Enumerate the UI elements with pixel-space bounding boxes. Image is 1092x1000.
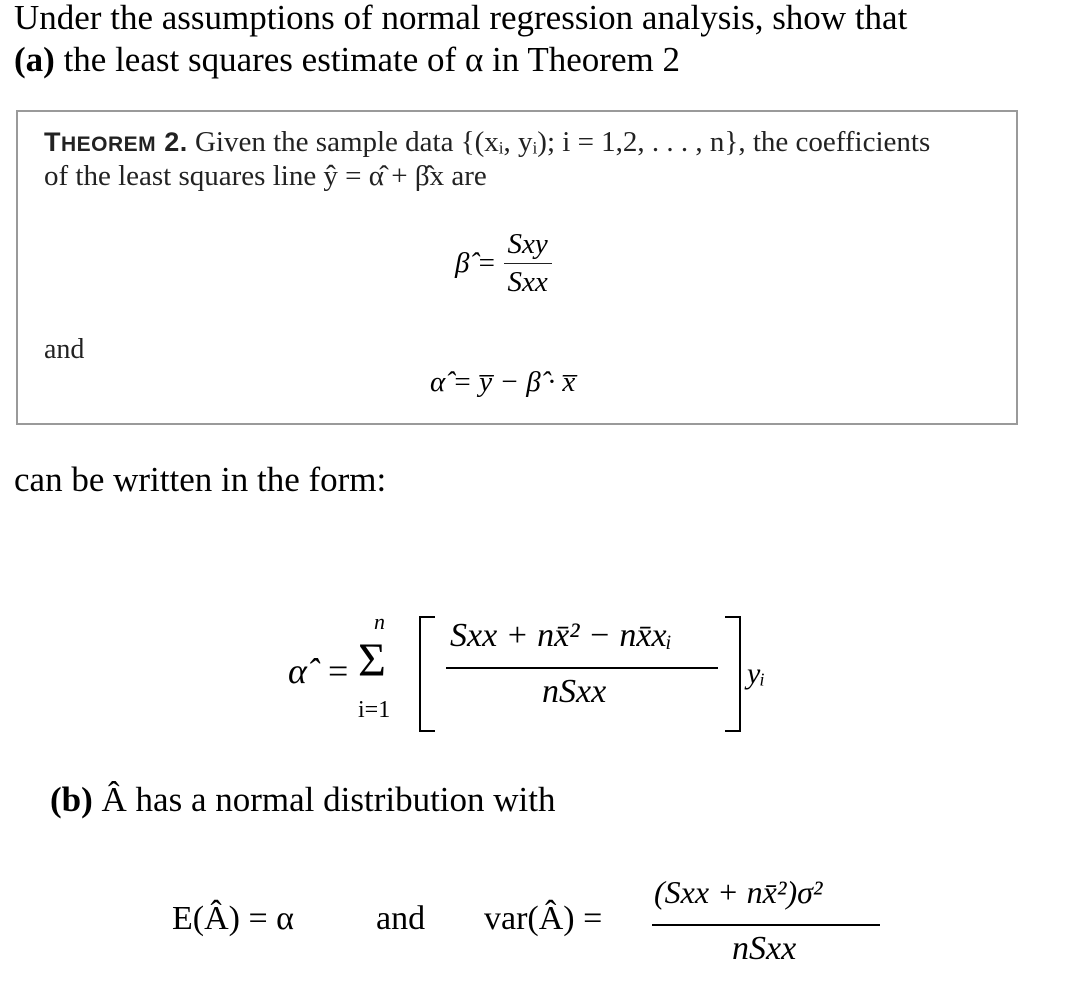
problem-intro-line: Under the assumptions of normal regression analysis, show that: [14, 0, 908, 37]
alpha-hat-symbol: α̂: [288, 651, 307, 691]
sum-denominator: nSxx: [542, 673, 607, 710]
y-i-term: yᵢ: [747, 657, 766, 690]
part-a-text: the least squares estimate of α in Theorem 2: [63, 40, 680, 79]
alpha-hat-sum-formula: [260, 595, 780, 745]
part-b-text: Â has a normal distribution with: [101, 780, 556, 819]
theorem-text-1: Given the sample data {(xᵢ, yᵢ); i = 1,2, . . . , n}, the coefficients: [194, 126, 931, 158]
theorem-statement-line1: [44, 126, 930, 159]
part-b-label: (b): [50, 780, 93, 819]
variance-numerator: (Sxx + nx̄²)σ²: [654, 874, 823, 910]
sum-numerator: Sxx + nx̄² − nx̄xᵢ: [450, 617, 672, 654]
sum-lower-limit: i=1: [358, 697, 391, 723]
beta-denominator: Sxx: [504, 263, 552, 299]
beta-numerator: Sxy: [507, 228, 548, 260]
part-a-label: (a): [14, 40, 55, 79]
equals-sign: =: [328, 651, 349, 691]
form-intro-text: can be written in the form:: [14, 460, 387, 499]
theorem-and: and: [44, 334, 85, 365]
variance-denominator: nSxx: [732, 930, 797, 967]
distribution-formula: [172, 870, 892, 980]
alpha-hat-formula: α̂ = y̅ − β̂ · x̅: [430, 366, 576, 398]
theorem-label: THEOREM 2.: [44, 127, 188, 157]
variance-lhs: var(Â) =: [484, 900, 603, 937]
part-a-heading: [14, 40, 680, 80]
summation-sign: Σ: [358, 634, 386, 687]
fraction-bar: [446, 667, 718, 669]
left-bracket: [419, 616, 435, 732]
variance-fraction-bar: [652, 924, 880, 926]
sum-upper-limit: n: [374, 609, 385, 634]
expectation-formula: E(Â) = α: [172, 900, 294, 937]
right-bracket: [725, 616, 741, 732]
theorem-statement-line2: of the least squares line ŷ = α̂ + β̂x are: [44, 160, 487, 192]
beta-hat-formula: β̂ = $\frac{\text{Sxy}}{\text{Sxx}}$: [455, 228, 552, 299]
and-word: and: [376, 900, 426, 937]
part-b-heading: [50, 780, 556, 820]
